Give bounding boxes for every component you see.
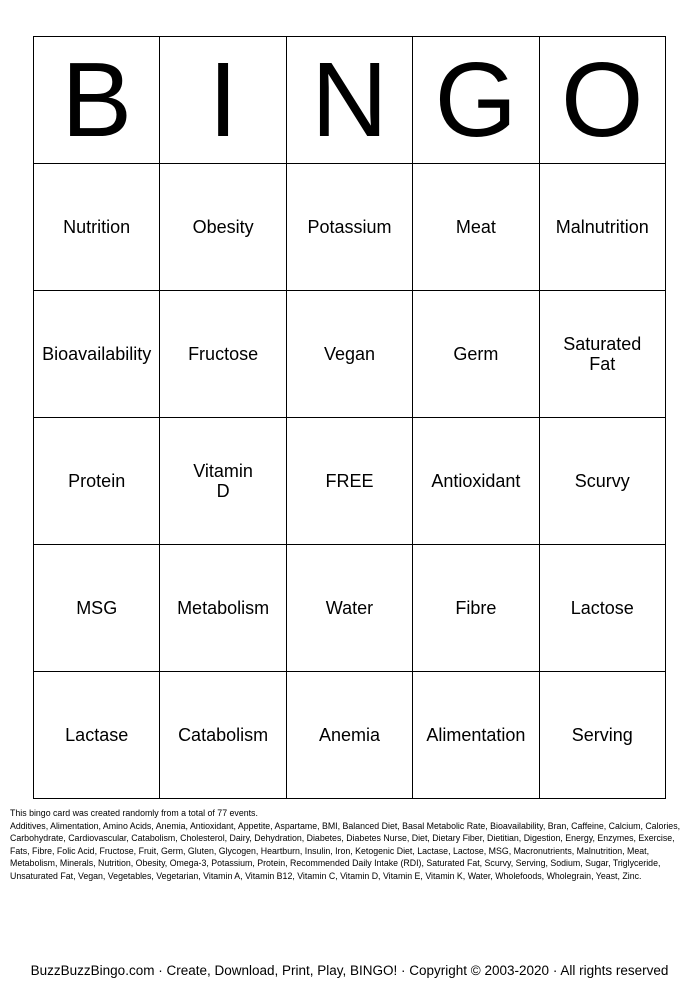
bingo-header-b: B	[34, 37, 160, 164]
bingo-cell-label: Fibre	[455, 598, 497, 618]
bingo-cell	[160, 291, 286, 418]
bingo-cell-label: Alimentation	[426, 725, 526, 745]
bingo-cell-label: Fructose	[188, 344, 259, 364]
bingo-card	[33, 36, 666, 799]
bingo-cell	[34, 545, 160, 672]
bingo-cell-label: Meat	[455, 217, 496, 237]
bingo-cell	[539, 672, 665, 799]
bingo-cell	[539, 164, 665, 291]
bingo-cell-label: Saturated Fat	[563, 334, 642, 374]
bingo-cell	[539, 291, 665, 418]
bingo-header-o: O	[539, 37, 665, 164]
bingo-cell-label: Malnutrition	[555, 217, 649, 237]
bingo-cell	[539, 418, 665, 545]
bingo-cell	[286, 672, 412, 799]
bingo-cell-label: Vitamin D	[193, 461, 253, 501]
bingo-cell	[539, 545, 665, 672]
bingo-cell	[286, 545, 412, 672]
bingo-cell-label: Germ	[453, 344, 499, 364]
bingo-row-1	[34, 164, 666, 291]
bingo-cell	[34, 164, 160, 291]
bingo-cell-label: Anemia	[318, 725, 380, 745]
bingo-row-2	[34, 291, 666, 418]
bingo-cell-label: Antioxidant	[431, 471, 521, 491]
bingo-cell	[413, 545, 539, 672]
bingo-free-label: FREE	[325, 471, 374, 491]
bingo-cell	[160, 418, 286, 545]
bingo-cell	[34, 418, 160, 545]
bingo-header-row	[34, 37, 666, 164]
bingo-cell	[413, 672, 539, 799]
bingo-cell-label: MSG	[76, 598, 118, 618]
events-intro: This bingo card was created randomly from a total of 77 events.	[10, 808, 258, 818]
events-note	[10, 807, 688, 882]
events-list: Additives, Alimentation, Amino Acids, Anemia, Antioxidant, Appetite, Aspartame, BMI, Balanced Diet, Basal Metabolic Rate, Bioavailability, Bran, Caffeine, Calcium, Calories, Carbohydrate, Cardiovascular, Catabolism, Cholesterol, Dairy, Dehydration, Diabetes, Diabetes Nurse, Diet, Dietary Fiber, Dietitian, Digestion, Energy, Enzymes, Exercise, Fats, Fibre, Folic Acid, Fructose, Fruit, Germ, Gluten, Glycogen, Heartburn, Insulin, Iron, Ketogenic Diet, Lactase, Lactose, MSG, Macronutrients, Malnutrition, Meat, Metabolism, Minerals, Nutrition, Obesity, Omega-3, Potassium, Protein, Recommended Daily Intake (RDI), Saturated Fat, Scurvy, Serving, Sodium, Sugar, Triglyceride, Unsaturated Fat, Vegan, Vegetables, Vegetarian, Vitamin A, Vitamin B12, Vitamin C, Vitamin D, Vitamin E, Vitamin K, Water, Wholefoods, Wholegrain, Yeast, Zinc.	[10, 820, 681, 881]
bingo-cell-label: Obesity	[192, 217, 254, 237]
bingo-cell	[160, 672, 286, 799]
bingo-cell-label: Metabolism	[177, 598, 270, 618]
copyright-footer: BuzzBuzzBingo.com · Create, Download, Print, Play, BINGO! · Copyright © 2003-2020 · All rights reserved	[30, 963, 669, 978]
bingo-cell-label: Protein	[68, 471, 126, 491]
bingo-cell	[413, 291, 539, 418]
bingo-free-cell	[286, 418, 412, 545]
bingo-cell-label: Catabolism	[178, 725, 269, 745]
bingo-cell-label: Lactose	[570, 598, 634, 618]
bingo-cell-label: Lactase	[65, 725, 129, 745]
bingo-cell-label: Potassium	[307, 217, 392, 237]
bingo-row-4	[34, 545, 666, 672]
bingo-cell	[286, 164, 412, 291]
bingo-cell-label: Nutrition	[63, 217, 131, 237]
bingo-row-3	[34, 418, 666, 545]
bingo-cell	[413, 164, 539, 291]
bingo-cell-label: Bioavailability	[42, 344, 152, 364]
bingo-cell-label: Serving	[571, 725, 633, 745]
bingo-cell	[34, 672, 160, 799]
bingo-cell	[413, 418, 539, 545]
bingo-cell-label: Scurvy	[574, 471, 630, 491]
bingo-header-i: I	[160, 37, 286, 164]
bingo-cell	[160, 545, 286, 672]
bingo-cell-label: Water	[325, 598, 374, 618]
bingo-row-5	[34, 672, 666, 799]
bingo-cell	[286, 291, 412, 418]
bingo-header-g: G	[413, 37, 539, 164]
bingo-header-n: N	[286, 37, 412, 164]
bingo-cell	[34, 291, 160, 418]
bingo-cell	[160, 164, 286, 291]
bingo-cell-label: Vegan	[323, 344, 375, 364]
